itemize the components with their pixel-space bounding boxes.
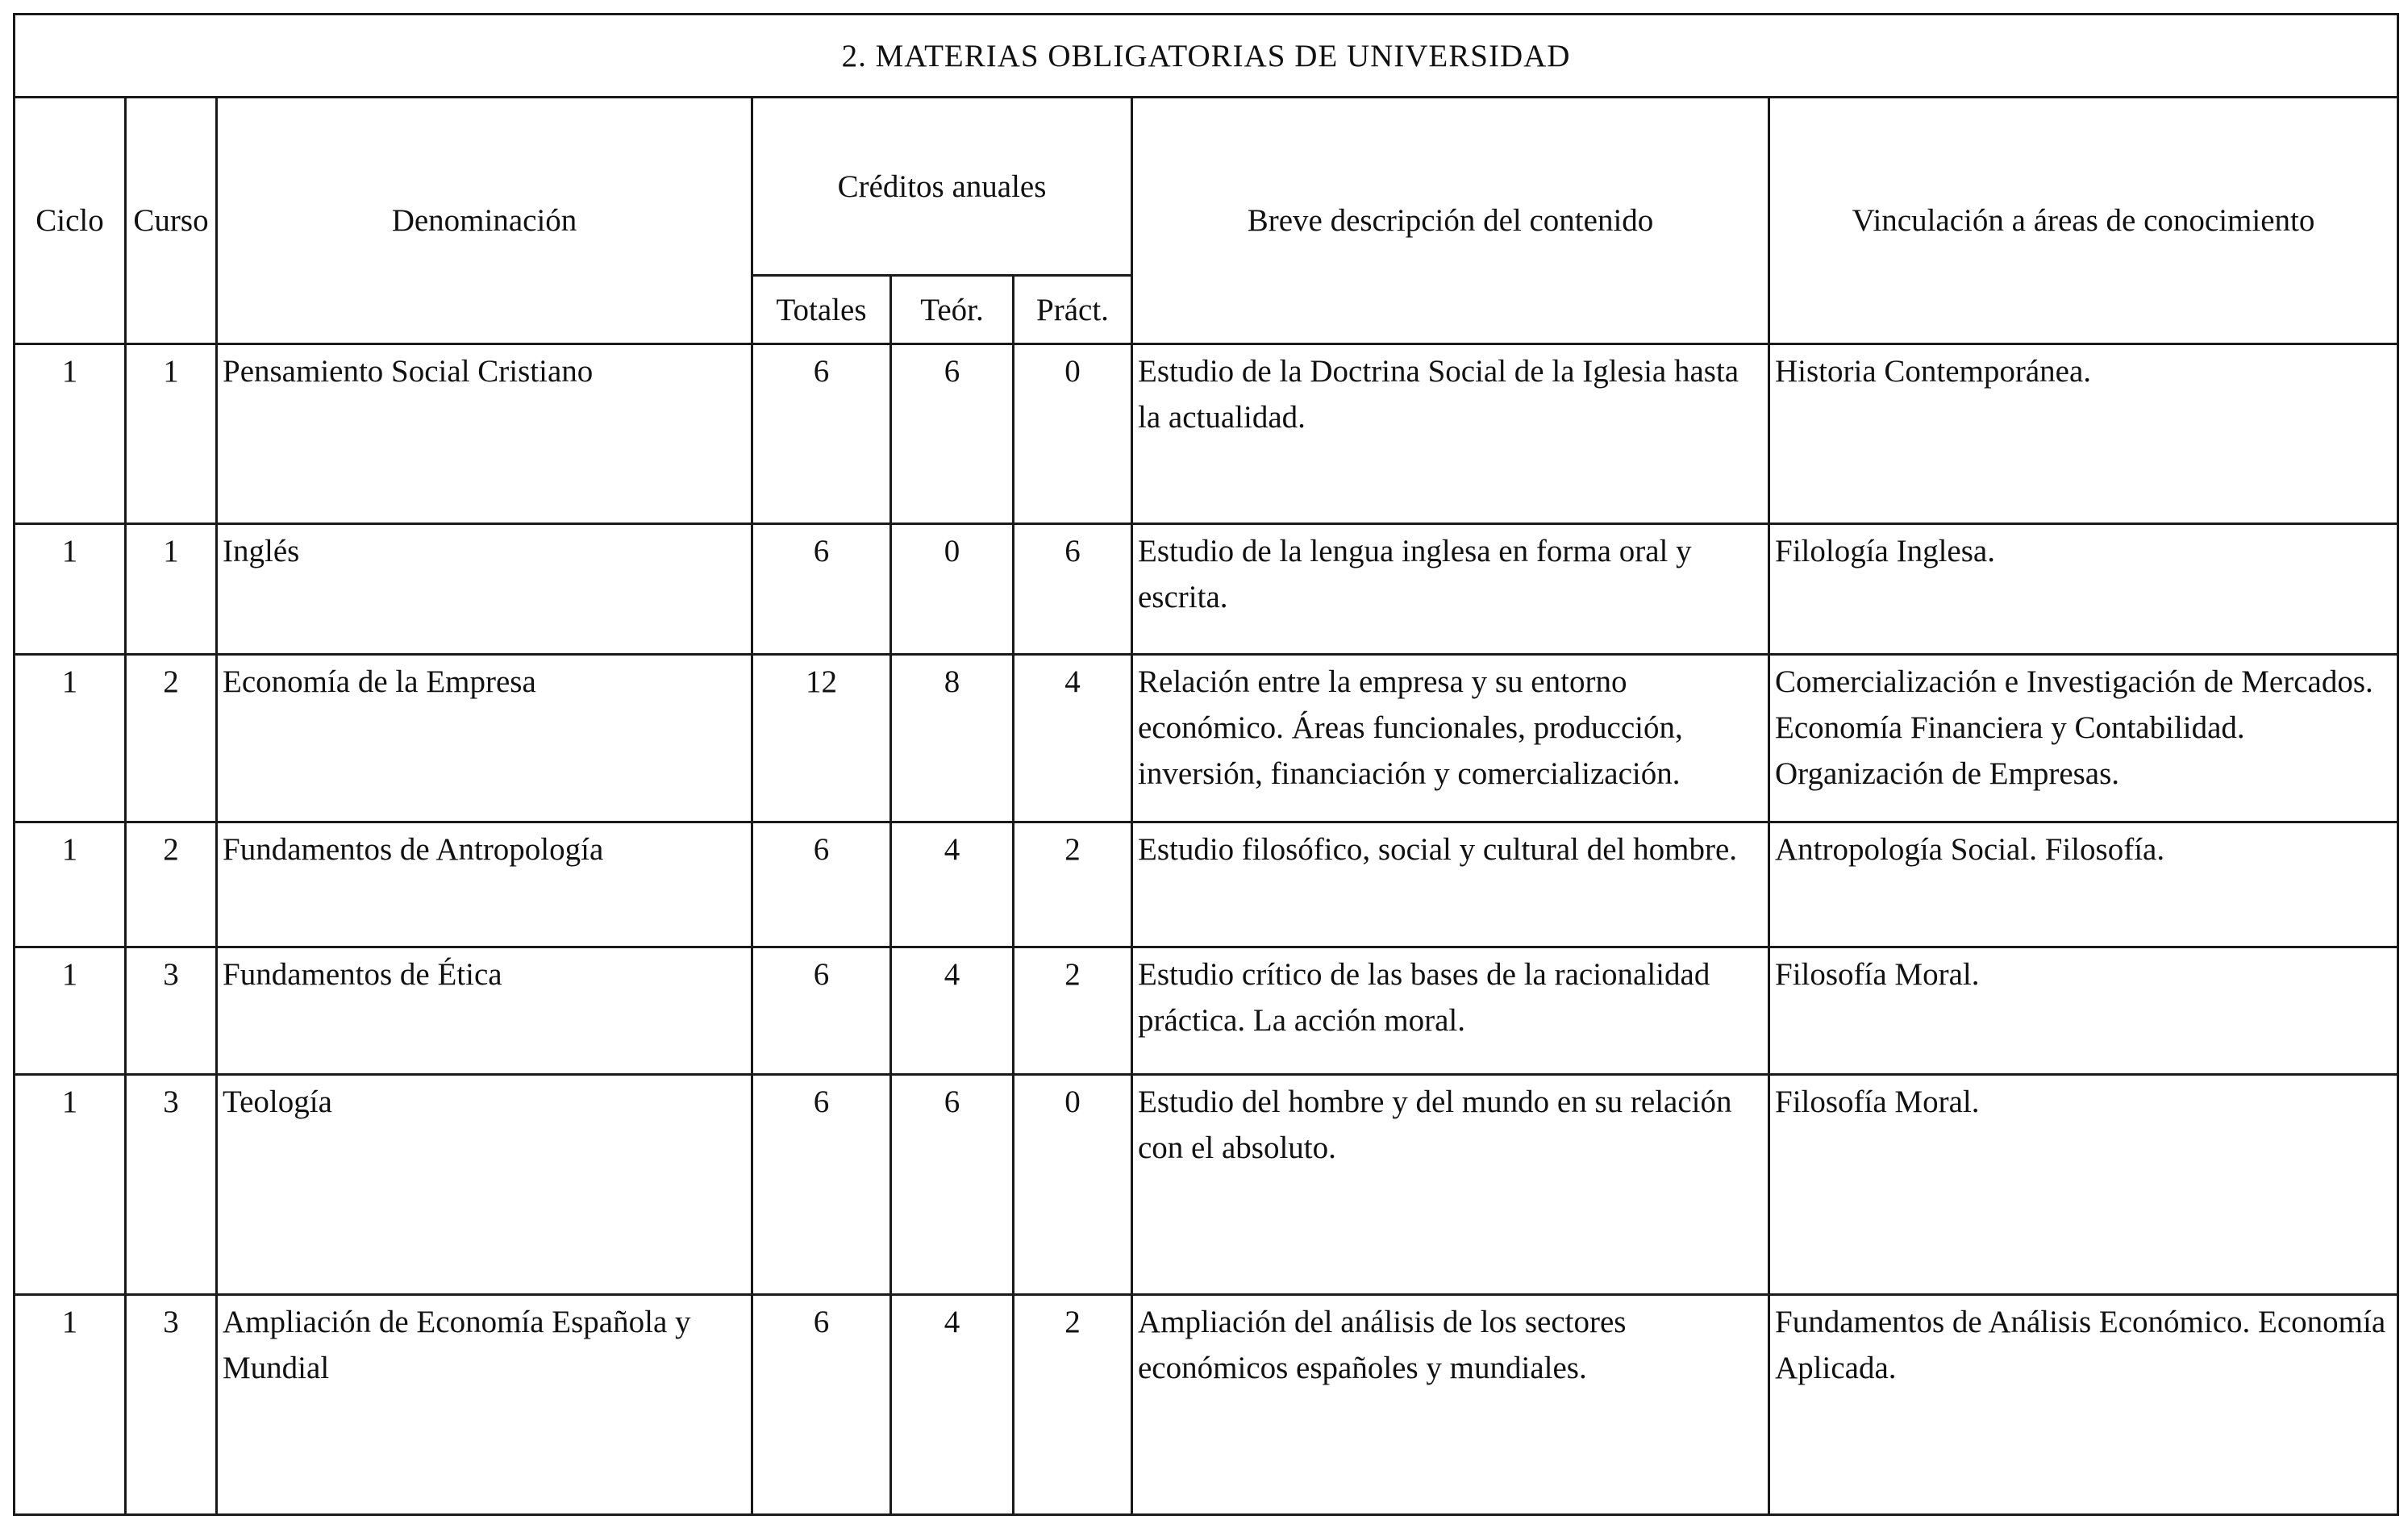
- subjects-table: [13, 13, 2399, 1516]
- cell-curso: 3: [126, 1075, 217, 1295]
- header-vinculacion: Vinculación a áreas de conocimiento: [1769, 98, 2398, 344]
- table-row: [15, 1075, 2398, 1295]
- cell-denominacion: Fundamentos de Ética: [217, 947, 752, 1075]
- cell-totales: 6: [752, 947, 891, 1075]
- cell-pract: 0: [1014, 1075, 1132, 1295]
- cell-teor: 0: [891, 524, 1014, 655]
- cell-ciclo: 1: [15, 344, 126, 524]
- cell-descripcion: Estudio del hombre y del mundo en su relación con el absoluto.: [1132, 1075, 1769, 1295]
- cell-vinculacion: Antropología Social. Filosofía.: [1769, 822, 2398, 947]
- cell-pract: 2: [1014, 947, 1132, 1075]
- cell-vinculacion: Filosofía Moral.: [1769, 1075, 2398, 1295]
- cell-curso: 1: [126, 524, 217, 655]
- cell-denominacion: Teología: [217, 1075, 752, 1295]
- cell-ciclo: 1: [15, 1295, 126, 1515]
- cell-curso: 1: [126, 344, 217, 524]
- cell-pract: 4: [1014, 655, 1132, 822]
- title-row: [15, 15, 2398, 98]
- cell-curso: 3: [126, 1295, 217, 1515]
- cell-vinculacion: Historia Contemporánea.: [1769, 344, 2398, 524]
- cell-curso: 2: [126, 655, 217, 822]
- cell-vinculacion: Filosofía Moral.: [1769, 947, 2398, 1075]
- header-totales: Totales: [752, 276, 891, 344]
- header-pract: Práct.: [1014, 276, 1132, 344]
- cell-totales: 12: [752, 655, 891, 822]
- header-curso: Curso: [126, 98, 217, 344]
- cell-denominacion: Economía de la Empresa: [217, 655, 752, 822]
- cell-pract: 2: [1014, 822, 1132, 947]
- cell-teor: 4: [891, 822, 1014, 947]
- cell-teor: 6: [891, 344, 1014, 524]
- cell-totales: 6: [752, 1295, 891, 1515]
- cell-vinculacion: Filología Inglesa.: [1769, 524, 2398, 655]
- cell-ciclo: 1: [15, 947, 126, 1075]
- cell-vinculacion: Comercialización e Investigación de Mercados. Economía Financiera y Contabilidad. Organización de Empresas.: [1769, 655, 2398, 822]
- header-row: [15, 98, 2398, 276]
- cell-totales: 6: [752, 344, 891, 524]
- table-row: [15, 1295, 2398, 1515]
- cell-descripcion: Estudio crítico de las bases de la racionalidad práctica. La acción moral.: [1132, 947, 1769, 1075]
- cell-denominacion: Fundamentos de Antropología: [217, 822, 752, 947]
- header-creditos-anuales: Créditos anuales: [752, 98, 1132, 276]
- cell-teor: 8: [891, 655, 1014, 822]
- cell-curso: 2: [126, 822, 217, 947]
- cell-ciclo: 1: [15, 524, 126, 655]
- cell-totales: 6: [752, 1075, 891, 1295]
- cell-teor: 6: [891, 1075, 1014, 1295]
- cell-ciclo: 1: [15, 822, 126, 947]
- cell-denominacion: Pensamiento Social Cristiano: [217, 344, 752, 524]
- cell-pract: 0: [1014, 344, 1132, 524]
- cell-descripcion: Estudio filosófico, social y cultural del hombre.: [1132, 822, 1769, 947]
- header-denominacion: Denominación: [217, 98, 752, 344]
- cell-teor: 4: [891, 1295, 1014, 1515]
- table-title: 2. MATERIAS OBLIGATORIAS DE UNIVERSIDAD: [15, 15, 2398, 98]
- cell-ciclo: 1: [15, 655, 126, 822]
- cell-descripcion: Relación entre la empresa y su entorno económico. Áreas funcionales, producción, inversión, financiación y comercialización.: [1132, 655, 1769, 822]
- cell-totales: 6: [752, 524, 891, 655]
- header-teor: Teór.: [891, 276, 1014, 344]
- header-descripcion: Breve descripción del contenido: [1132, 98, 1769, 344]
- cell-ciclo: 1: [15, 1075, 126, 1295]
- table-row: [15, 822, 2398, 947]
- cell-vinculacion: Fundamentos de Análisis Económico. Economía Aplicada.: [1769, 1295, 2398, 1515]
- cell-denominacion: Ampliación de Economía Española y Mundial: [217, 1295, 752, 1515]
- table-row: [15, 947, 2398, 1075]
- cell-curso: 3: [126, 947, 217, 1075]
- cell-descripcion: Estudio de la lengua inglesa en forma oral y escrita.: [1132, 524, 1769, 655]
- cell-pract: 2: [1014, 1295, 1132, 1515]
- table-row: [15, 344, 2398, 524]
- header-ciclo: Ciclo: [15, 98, 126, 344]
- cell-descripcion: Ampliación del análisis de los sectores económicos españoles y mundiales.: [1132, 1295, 1769, 1515]
- table-row: [15, 524, 2398, 655]
- cell-denominacion: Inglés: [217, 524, 752, 655]
- cell-totales: 6: [752, 822, 891, 947]
- table-row: [15, 655, 2398, 822]
- cell-teor: 4: [891, 947, 1014, 1075]
- cell-pract: 6: [1014, 524, 1132, 655]
- cell-descripcion: Estudio de la Doctrina Social de la Iglesia hasta la actualidad.: [1132, 344, 1769, 524]
